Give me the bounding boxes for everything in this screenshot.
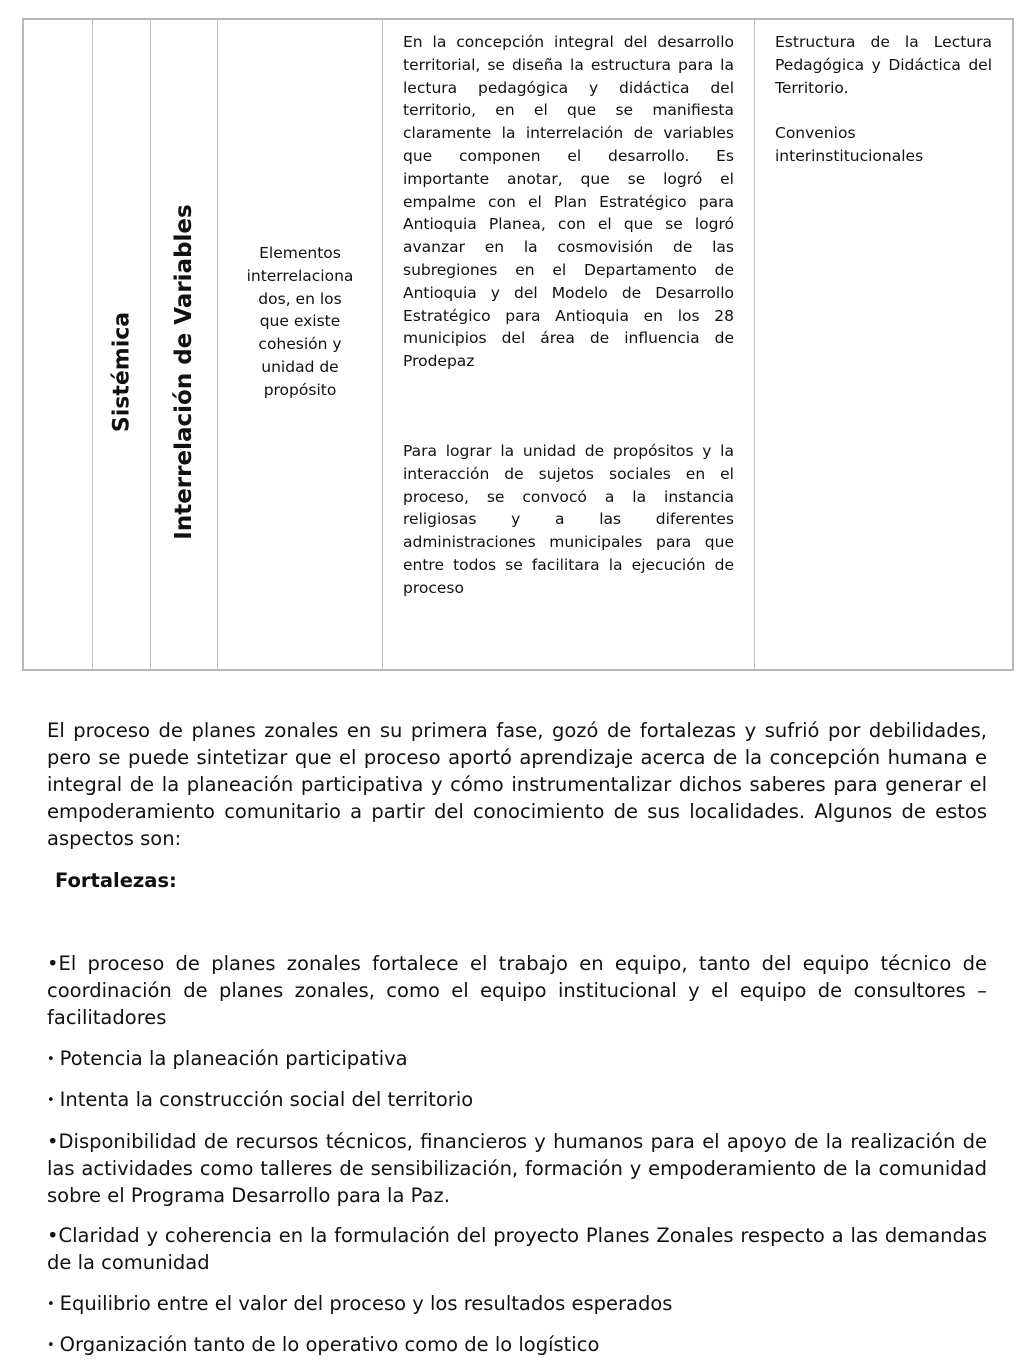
list-item-text: Organización tanto de lo operativo como de lo logístico bbox=[59, 1333, 600, 1356]
table-column-results bbox=[755, 20, 1012, 669]
bullet-marker: • bbox=[47, 1338, 55, 1353]
list-item-text: El proceso de planes zonales fortalece el trabajo en equipo, tanto del equipo técnico de coordinación de planes zonales, como el equipo institucional y el equipo de consultores – facilitadores bbox=[47, 952, 987, 1029]
list-item-text: Claridad y coherencia en la formulación del proyecto Planes Zonales respecto a las demandas de la comunidad bbox=[47, 1224, 987, 1274]
result-item-2: Convenios interinstitucionales bbox=[775, 124, 924, 165]
elements-line: interrelaciona bbox=[246, 266, 354, 285]
list-item-text: Potencia la planeación participativa bbox=[59, 1046, 408, 1070]
result-item-1: Estructura de la Lectura Pedagógica y Didáctica del Territorio. bbox=[775, 33, 992, 97]
table-column-dimension bbox=[93, 20, 151, 669]
results-cell bbox=[775, 31, 992, 168]
list-item bbox=[47, 1128, 987, 1209]
bullet-marker: • bbox=[47, 1296, 55, 1312]
elements-text bbox=[218, 242, 382, 402]
bullet-marker: • bbox=[47, 1224, 59, 1247]
list-item bbox=[47, 1222, 987, 1276]
table-column-description bbox=[383, 20, 755, 669]
strengths-list bbox=[47, 950, 987, 1365]
table-column-variable bbox=[151, 20, 218, 669]
list-item-text: Intenta la construcción social del territorio bbox=[59, 1088, 474, 1111]
list-item bbox=[47, 950, 987, 1031]
dimension-label: Sistémica bbox=[109, 311, 134, 433]
list-item bbox=[47, 1331, 987, 1359]
variable-label: Interrelación de Variables bbox=[171, 204, 197, 540]
elements-line: cohesión y bbox=[258, 335, 342, 354]
bullet-marker: • bbox=[47, 1129, 59, 1153]
strengths-heading: Fortalezas: bbox=[55, 869, 177, 892]
bullet-marker: • bbox=[47, 952, 59, 975]
elements-line: unidad de bbox=[261, 357, 339, 376]
list-item bbox=[47, 1086, 987, 1114]
bullet-marker: • bbox=[47, 1093, 55, 1108]
list-item-text: Equilibrio entre el valor del proceso y los resultados esperados bbox=[59, 1291, 673, 1315]
elements-line: Elementos bbox=[259, 244, 341, 262]
table-column-blank bbox=[24, 20, 93, 669]
description-paragraph-1: En la concepción integral del desarrollo territorial, se diseña la estructura para la lectura pedagógica y didáctica del territorio, en el que se manifiesta claramente la interrelación de variables que componen el desarrollo. Es importante anotar, que se logró el empalme con el Plan Estratégico para Antioquia Planea, con el que se logró avanzar en la cosmovisión de las subregiones en el Departamento de Antioquia y del Modelo de Desarrollo Estratégico para Antioquia en los 28 municipios del área de influencia de Prodepaz bbox=[403, 33, 734, 371]
elements-line: propósito bbox=[263, 380, 337, 399]
description-paragraph-2: Para lograr la unidad de propósitos y la interacción de sujetos sociales en el proceso, se convocó a la instancia religiosas y a las diferentes administraciones municipales para que entre todos se facilitara la ejecución de proceso bbox=[403, 442, 734, 597]
intro-paragraph: El proceso de planes zonales en su primera fase, gozó de fortalezas y sufrió por debilidades, pero se puede sintetizar que el proceso aportó aprendizaje acerca de la concepción humana e integral de la planeación participativa y cómo instrumentalizar dichos saberes para generar el empoderamiento comunitario a partir del conocimiento de sus localidades. Algunos de estos aspectos son: bbox=[47, 719, 987, 850]
bullet-marker: • bbox=[47, 1051, 55, 1067]
elements-line: dos, en los bbox=[258, 289, 342, 308]
elements-line: que existe bbox=[259, 312, 341, 331]
evaluation-table bbox=[22, 18, 1014, 671]
table-column-elements bbox=[218, 20, 383, 669]
list-item bbox=[47, 1290, 987, 1318]
list-item-text: Disponibilidad de recursos técnicos, financieros y humanos para el apoyo de la realización de las actividades como talleres de sensibilización, formación y empoderamiento de la comunidad sobre el Programa Desarrollo para la Paz. bbox=[47, 1129, 987, 1207]
list-item bbox=[47, 1045, 987, 1073]
